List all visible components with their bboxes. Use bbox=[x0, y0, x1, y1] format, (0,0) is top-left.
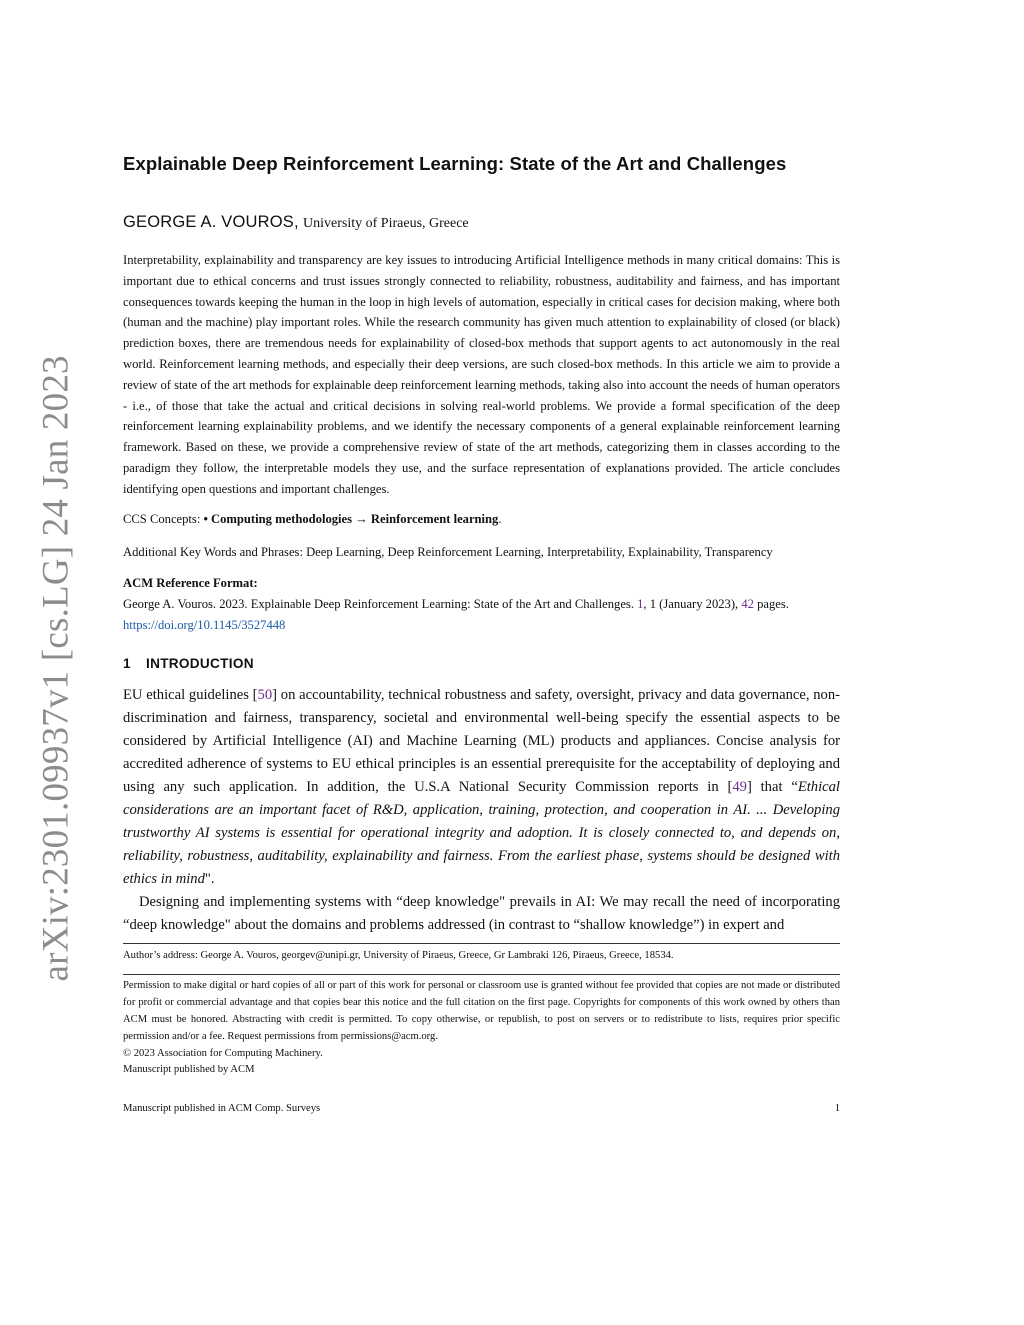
intro-text: ". bbox=[204, 871, 215, 887]
pages-link[interactable]: 42 bbox=[741, 597, 754, 611]
acm-reference-pages-suffix: pages. bbox=[753, 597, 789, 611]
author-line bbox=[123, 212, 840, 232]
ccs-end: . bbox=[498, 512, 502, 526]
section-title: INTRODUCTION bbox=[146, 656, 254, 671]
arxiv-identifier[interactable]: arXiv:2301.09937v1 [cs.LG] 24 Jan 2023 bbox=[35, 355, 77, 982]
paper-title: Explainable Deep Reinforcement Learning: State of the Art and Challenges bbox=[123, 153, 787, 174]
section-number: 1 bbox=[123, 656, 131, 671]
acm-reference-text bbox=[123, 594, 840, 615]
citation-link-50[interactable]: 50 bbox=[257, 687, 273, 703]
acm-reference-issue: , 1 (January 2023), bbox=[643, 597, 742, 611]
citation-link-49[interactable]: 49 bbox=[732, 779, 747, 795]
section-heading bbox=[123, 656, 840, 671]
page-number: 1 bbox=[834, 1103, 840, 1114]
author-address-footnote: Author’s address: George A. Vouros, georgev@unipi.gr, University of Piraeus, Greece, Gr Lambraki 126, Piraeus, Greece, 18534. bbox=[123, 950, 674, 961]
permission-notice: Permission to make digital or hard copies of all or part of this work for personal or classroom use is granted without fee provided that copies are not made or distributed for profit or commercial advantage and that copies bear this notice and the full citation on the first page. Copyrights for components of this work owned by others than ACM must be honored. Abstracting with credit is permitted. To copy otherwise, or republish, to post on servers or to redistribute to lists, requires prior specific permission and/or a fee. Request permissions from permissions@acm.org. bbox=[123, 980, 840, 1042]
intro-text: ] that “ bbox=[746, 779, 798, 795]
ccs-label: CCS Concepts: bbox=[123, 512, 204, 526]
acm-reference bbox=[123, 573, 840, 636]
copyright-block bbox=[123, 1046, 840, 1078]
footnote-divider bbox=[123, 943, 840, 944]
ccs-concept-value: • Computing methodologies → Reinforcement learning bbox=[203, 512, 499, 526]
abstract: Interpretability, explainability and transparency are key issues to introducing Artificial Intelligence methods in many critical domains: This is important due to ethical concerns and trust issues strongly connected to reliability, robustness, auditability and fairness, and has important consequences towards keeping the human in the loop in high levels of automation, especially in critical cases for decision making, where both (human and the machine) play important roles. While the research community has given much attention to explainability of closed (or black) prediction boxes, there are tremendous needs for explainability of closed-box methods that support agents to act autonomously in the real world. Reinforcement learning methods, and especially their deep versions, are such closed-box methods. In this article we aim to provide a review of state of the art methods for explainable deep reinforcement learning methods, taking also into account the needs of human operators - i.e., of those that take the actual and critical decisions in solving real-world problems. We provide a formal specification of the deep reinforcement learning explainability problems, and we identify the necessary components of a general explainable reinforcement learning framework. Based on these, we provide a comprehensive review of state of the art methods, categorizing them in classes according to the paradigm they follow, the interpretable models they use, and the surface representation of explanations provided. The article concludes identifying open questions and important challenges. bbox=[123, 253, 840, 496]
intro-paragraph-1 bbox=[123, 684, 840, 891]
ccs-concepts bbox=[123, 509, 840, 529]
acm-reference-citation: George A. Vouros. 2023. Explainable Deep Reinforcement Learning: State of the Art and Challenges. bbox=[123, 597, 638, 611]
keywords: Additional Key Words and Phrases: Deep Learning, Deep Reinforcement Learning, Interpretability, Explainability, Transparency bbox=[123, 545, 773, 559]
intro-quote: Ethical considerations are an important facet of R&D, application, training, protection, and cooperation in AI. ... Developing trustworthy AI systems is essential for operational integrity and adoption. It is closely connected to, and depends on, reliability, robustness, auditability, explainability and fairness. From the earliest phase, systems should be designed with ethics in mind bbox=[123, 779, 840, 887]
volume-link[interactable]: 1 bbox=[637, 597, 644, 611]
intro-text: EU ethical guidelines [ bbox=[123, 687, 258, 703]
copyright-notice: © 2023 Association for Computing Machinery. bbox=[123, 1048, 323, 1059]
manuscript-notice: Manuscript published by ACM bbox=[123, 1064, 255, 1075]
intro-paragraph-2: Designing and implementing systems with “deep knowledge" prevails in AI: We may recall the need of incorporating “deep knowledge" about the domains and problems addressed (in contrast to “shallow knowledge”) in expert and bbox=[123, 894, 840, 933]
acm-reference-heading: ACM Reference Format: bbox=[123, 576, 258, 590]
author-affiliation: University of Piraeus, Greece bbox=[303, 216, 469, 231]
author-name: GEORGE A. VOUROS, bbox=[123, 213, 299, 231]
footer-venue: Manuscript published in ACM Comp. Surveys bbox=[123, 1103, 321, 1114]
page-footer bbox=[123, 1101, 840, 1117]
doi-link[interactable]: https://doi.org/10.1145/3527448 bbox=[123, 618, 286, 632]
intro-text: ] on accountability, technical robustness and safety, oversight, privacy and data governance, non-discrimination and fairness, transparency, societal and environmental well-being specify the essential aspects to be considered by Artificial Intelligence (AI) and Machine Learning (ML) products and appliances. Concise analysis for accredited adherence of systems to EU ethical principles is an essential prerequisite for the acceptability of deploying and using any such application. In addition, the U.S.A National Security Commission reports in [ bbox=[123, 687, 840, 795]
permission-divider bbox=[123, 974, 840, 975]
